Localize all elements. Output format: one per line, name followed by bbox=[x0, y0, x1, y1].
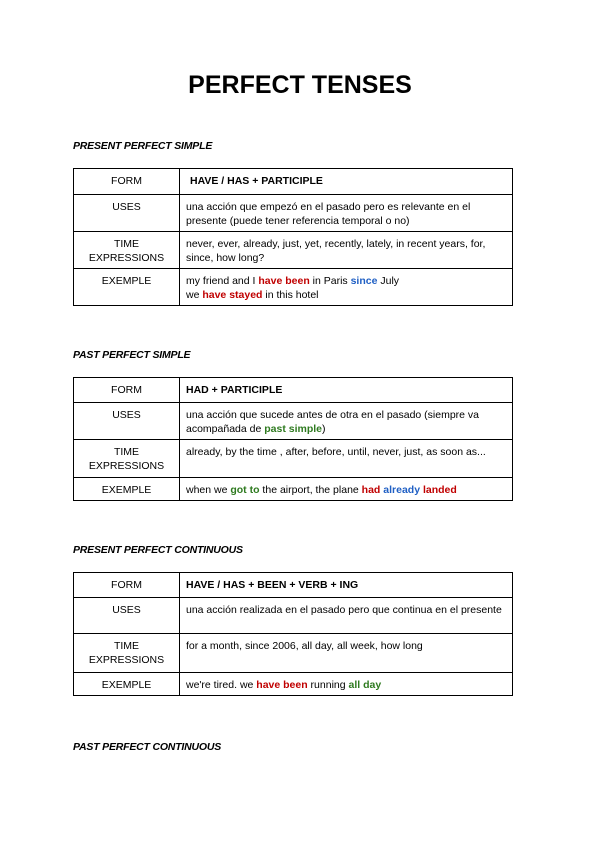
example-text: running bbox=[307, 679, 349, 691]
section-heading-past-perfect-continuous: PAST PERFECT CONTINUOUS bbox=[73, 741, 222, 753]
uses-value: una acción realizada en el pasado pero que continua en el presente bbox=[180, 598, 513, 634]
uses-highlight: past simple bbox=[264, 423, 323, 435]
form-value: HAVE / HAS + BEEN + VERB + ING bbox=[180, 573, 513, 598]
example-verb: landed bbox=[422, 484, 457, 496]
table-row bbox=[74, 573, 513, 598]
table-row bbox=[74, 634, 513, 673]
page-title: PERFECT TENSES bbox=[188, 71, 412, 99]
example-text: in this hotel bbox=[262, 289, 319, 301]
table-row bbox=[74, 195, 513, 232]
row-label-time-expressions: TIME EXPRESSIONS bbox=[74, 634, 180, 673]
row-label-exemple: EXEMPLE bbox=[74, 478, 180, 501]
table-row bbox=[74, 673, 513, 696]
table-row bbox=[74, 269, 513, 306]
time-expressions-value: never, ever, already, just, yet, recently, lately, in recent years, for, since, how long? bbox=[180, 232, 513, 269]
table-present-perfect-continuous bbox=[73, 572, 513, 696]
form-value: HAD + PARTICIPLE bbox=[180, 378, 513, 403]
row-label-uses: USES bbox=[74, 195, 180, 232]
example-text: July bbox=[377, 275, 400, 287]
example-text: my friend and I bbox=[186, 275, 259, 287]
example-time-word: all day bbox=[348, 679, 382, 691]
section-heading-past-perfect-simple: PAST PERFECT SIMPLE bbox=[73, 349, 191, 361]
uses-text: una acción que sucede antes de otra en el pasado (siempre va acompañada de bbox=[186, 409, 480, 435]
row-label-form: FORM bbox=[74, 169, 180, 195]
table-row bbox=[74, 169, 513, 195]
uses-text: ) bbox=[322, 423, 326, 435]
example-text: in Paris bbox=[309, 275, 351, 287]
example-text: we bbox=[186, 289, 203, 301]
example-verb: had bbox=[361, 484, 381, 496]
example-value bbox=[180, 478, 513, 501]
table-row bbox=[74, 440, 513, 478]
example-verb: have been bbox=[258, 275, 310, 287]
example-time-word: since bbox=[350, 275, 378, 287]
example-text: the airport, the plane bbox=[259, 484, 362, 496]
row-label-uses: USES bbox=[74, 598, 180, 634]
row-label-time-expressions: TIME EXPRESSIONS bbox=[74, 232, 180, 269]
section-heading-present-perfect-continuous: PRESENT PERFECT CONTINUOUS bbox=[73, 544, 243, 556]
example-text: we're tired. we bbox=[186, 679, 257, 691]
table-past-perfect-simple bbox=[73, 377, 513, 501]
table-row bbox=[74, 378, 513, 403]
uses-value bbox=[180, 403, 513, 440]
form-value: HAVE / HAS + PARTICIPLE bbox=[180, 169, 513, 195]
example-value bbox=[180, 673, 513, 696]
time-expressions-value: for a month, since 2006, all day, all week, how long bbox=[180, 634, 513, 673]
row-label-exemple: EXEMPLE bbox=[74, 269, 180, 306]
example-time-word: already bbox=[383, 484, 421, 496]
row-label-uses: USES bbox=[74, 403, 180, 440]
table-row bbox=[74, 403, 513, 440]
row-label-time-expressions: TIME EXPRESSIONS bbox=[74, 440, 180, 478]
section-heading-present-perfect-simple: PRESENT PERFECT SIMPLE bbox=[73, 140, 213, 152]
row-label-form: FORM bbox=[74, 573, 180, 598]
example-verb: got to bbox=[230, 484, 260, 496]
row-label-form: FORM bbox=[74, 378, 180, 403]
table-row bbox=[74, 232, 513, 269]
time-expressions-value: already, by the time , after, before, until, never, just, as soon as... bbox=[180, 440, 513, 478]
table-present-perfect-simple bbox=[73, 168, 513, 306]
uses-value: una acción que empezó en el pasado pero es relevante en el presente (puede tener referencia temporal o no) bbox=[180, 195, 513, 232]
row-label-exemple: EXEMPLE bbox=[74, 673, 180, 696]
table-row bbox=[74, 478, 513, 501]
example-text: when we bbox=[186, 484, 231, 496]
table-row bbox=[74, 598, 513, 634]
example-verb: have stayed bbox=[202, 289, 263, 301]
example-value bbox=[180, 269, 513, 306]
example-verb: have been bbox=[256, 679, 308, 691]
